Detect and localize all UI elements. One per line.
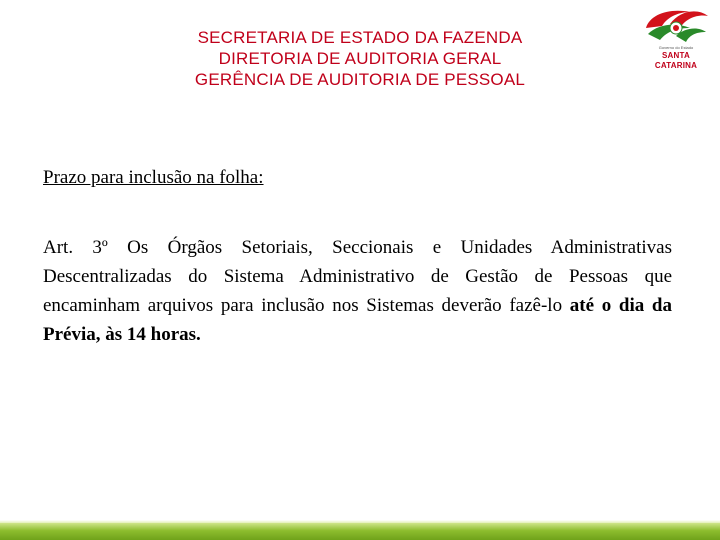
header-diretoria: DIRETORIA DE AUDITORIA GERAL [218,49,502,68]
document-header [110,27,610,90]
header-gerencia: GERÊNCIA DE AUDITORIA DE PESSOAL [194,70,526,89]
article-paragraph [43,233,672,349]
logo-small-text: Governo do Estado [658,45,694,50]
footer-bar [0,523,720,540]
header-secretaria: SECRETARIA DE ESTADO DA FAZENDA [197,28,523,47]
santa-catarina-logo [640,6,712,68]
article-text: Art. 3º Os Órgãos Setoriais, Seccionais e Unidades Administrativas Descentralizadas do Sistema Administrativo de Gestão de Pessoas que encaminham arquivos para inclusão nos Sistemas deverão fazê-lo [43,237,672,316]
section-title: Prazo para inclusão na folha: [43,167,264,188]
state-emblem-icon [640,6,712,46]
article-deadline: até o dia da Prévia, às 14 horas. [43,295,672,345]
logo-name: SANTA CATARINA [654,51,698,70]
